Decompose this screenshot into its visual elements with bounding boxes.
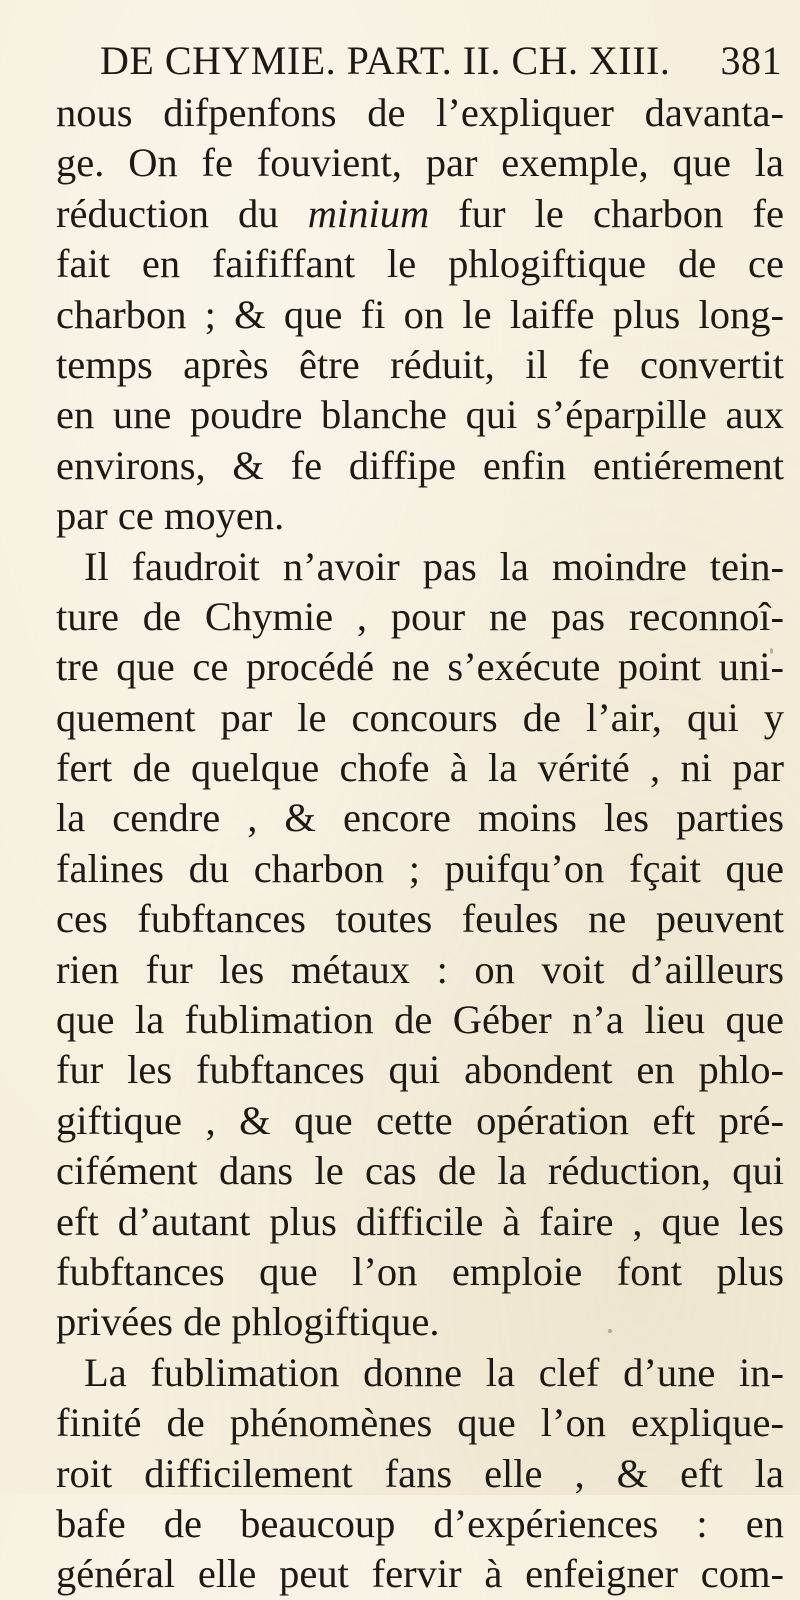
page-number: 381 (720, 38, 782, 83)
text-line: eft d’autant plus difficile à faire , que les (56, 1198, 784, 1244)
italic-term: minium (307, 190, 430, 236)
text-line: Il faudroit n’avoir pas la moindre tein- (84, 543, 784, 589)
text-line: nous difpenfons de l’expliquer davanta- (56, 90, 784, 135)
text-line: ge. On fe fouvient, par exemple, que la (56, 140, 784, 186)
text-line: par ce moyen. (56, 493, 285, 539)
text-line (56, 189, 784, 239)
text-line: roit difficilement fans elle , & eft la (56, 1450, 784, 1496)
text-line: bafe de beaucoup d’expériences : en (56, 1500, 784, 1546)
text-line: rien fur les métaux : on voit d’ailleurs (56, 946, 784, 992)
text-line: fait en faififfant le phlogiftique de ce (56, 241, 784, 287)
text-line: temps après être réduit, il fe convertit (56, 341, 784, 387)
text-line: la cendre , & encore moins les parties (56, 795, 784, 841)
text-line: fubftances que l’on emploie font plus (56, 1248, 784, 1294)
text-line: cifément dans le cas de la réduction, qui (56, 1148, 784, 1194)
text-line: que la fublimation de Géber n’a lieu que (56, 997, 784, 1043)
text-line: La fublimation donne la clef d’une in- (84, 1349, 784, 1395)
text-line: tre que ce procédé ne s’exécute point uni- (56, 644, 784, 690)
text-line: fur les fubftances qui abondent en phlo- (56, 1047, 784, 1093)
text-line: finité de phénomènes que l’on explique- (56, 1400, 784, 1446)
paper-speck (770, 648, 773, 654)
text-run: fur le charbon fe (429, 190, 784, 236)
text-line: environs, & fe diffipe enfin entiérement (56, 442, 784, 488)
paper-speck (608, 1329, 612, 1333)
text-line: ture de Chymie , pour ne pas reconnoî- (56, 593, 784, 639)
running-head (100, 36, 782, 86)
text-line: giftique , & que cette opération eft pré- (56, 1097, 784, 1143)
text-line: privées de phlogiftique. (56, 1299, 440, 1345)
text-line: général elle peut fervir à enfeigner com- (56, 1551, 784, 1597)
text-run: réduction du (56, 190, 308, 236)
text-line: ces fubftances toutes feules ne peuvent (56, 896, 784, 942)
text-line: en une poudre blanche qui s’éparpille aux (56, 392, 784, 438)
body-text (56, 88, 784, 1600)
text-line: falines du charbon ; puifqu’on fçait que (56, 845, 784, 891)
text-line: charbon ; & que fi on le laiffe plus long- (56, 291, 784, 337)
text-line: quement par le concours de l’air, qui y (56, 694, 784, 740)
text-line: fert de quelque chofe à la vérité , ni par (56, 745, 784, 791)
running-head-title: DE CHYMIE. PART. II. CH. XIII. (100, 38, 671, 83)
